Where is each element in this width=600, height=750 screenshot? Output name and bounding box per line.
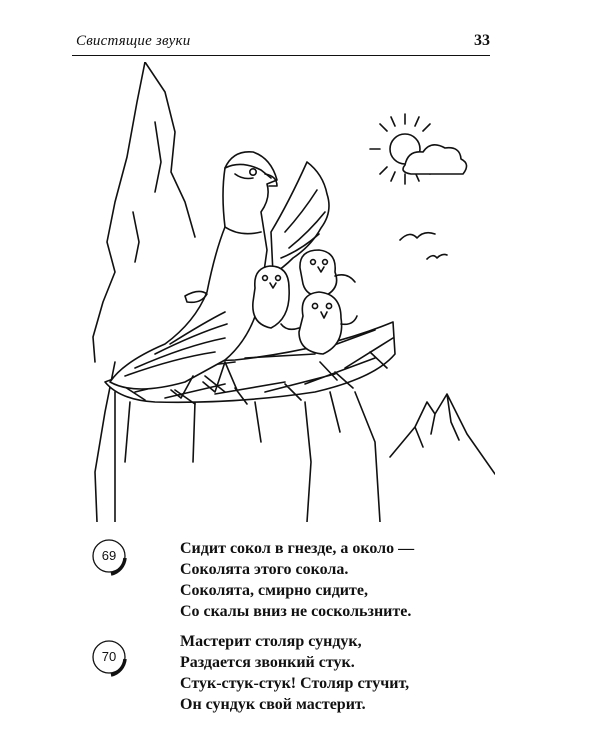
verse-number-badge (91, 639, 131, 679)
mountain (390, 394, 495, 474)
verse-number-badge (91, 538, 131, 578)
verse-line: Соколята этого сокола. (180, 561, 349, 578)
cloud (403, 145, 467, 174)
verse-line: Раздается звонкий стук. (180, 654, 355, 671)
verse-line: Мастерит столяр сундук, (180, 633, 362, 650)
verse-line: Стук-стук-стук! Столяр стучит, (180, 675, 410, 692)
verse-number: 69 (101, 548, 117, 563)
verse-line: Соколята, смирно сидите, (180, 582, 368, 599)
verse-70 (180, 631, 409, 715)
page-number: 33 (474, 32, 490, 49)
chick (300, 250, 355, 296)
verse-line: Он сундук свой мастерит. (180, 696, 366, 713)
falcon-nest-illustration (75, 62, 495, 522)
header-rule (72, 55, 490, 56)
flying-birds (400, 233, 447, 259)
verse-line: Со скалы вниз не соскользните. (180, 603, 412, 620)
chicks (253, 250, 357, 354)
chick (253, 266, 289, 328)
verse-line: Сидит сокол в гнезде, а около — (180, 540, 415, 557)
running-title: Свистящие звуки (76, 33, 191, 49)
verse-number: 70 (101, 649, 117, 664)
verse-69 (180, 538, 414, 622)
page-header (72, 30, 490, 54)
